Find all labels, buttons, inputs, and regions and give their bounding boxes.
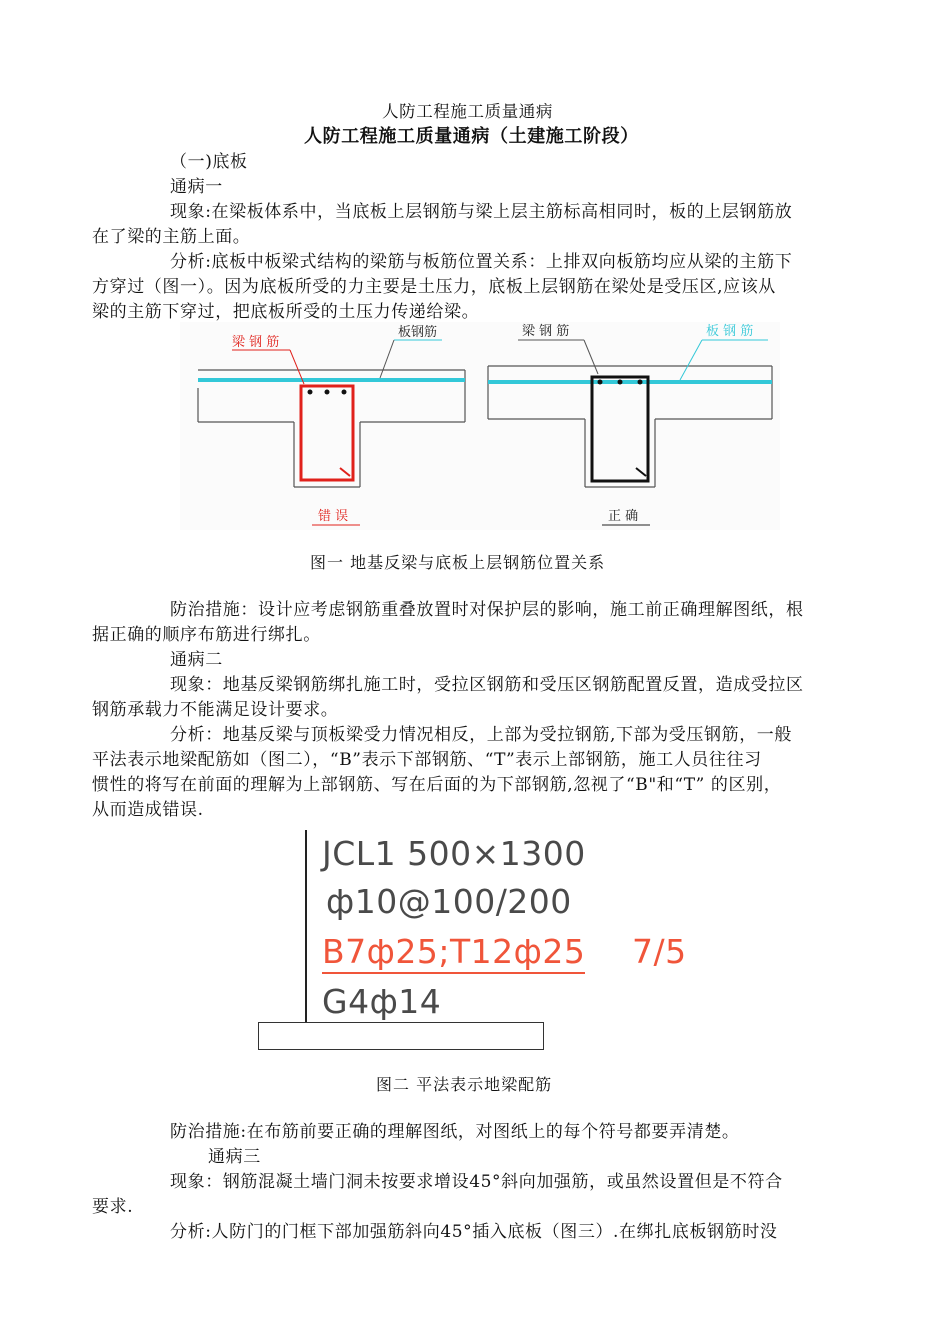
right-slab-leader	[680, 340, 702, 380]
item2-analysis-cont2: 惯性的将写在前面的理解为上部钢筋、写在后面的为下部钢筋,忽视了“B"和“T” 的区别，	[92, 775, 782, 795]
rebar-dot-6	[638, 380, 643, 385]
right-beam-leader	[584, 340, 598, 374]
figure-1-caption: 图一 地基反梁与底板上层钢筋位置关系	[310, 553, 606, 572]
stirrup-hook-wrong	[340, 468, 350, 476]
item3-phenomenon-cont: 要求.	[92, 1197, 134, 1217]
item1-analysis: 分析:底板中板梁式结构的梁筋与板筋位置关系：上排双向板筋均应从梁的主筋下	[170, 252, 793, 272]
figure-2-base-box	[258, 1022, 544, 1050]
figure-1	[180, 322, 780, 530]
figure-1-drawing	[180, 322, 780, 530]
left-beam-label: 梁 钢 筋	[232, 335, 280, 350]
fig2-line3: B7ф25;T12ф25	[322, 932, 585, 974]
item1-phenomenon-cont: 在了梁的主筋上面。	[92, 227, 251, 247]
doc-title: 人防工程施工质量通病	[382, 102, 553, 121]
right-caption: 正 确	[608, 509, 639, 524]
beam-stirrup-wrong	[301, 386, 353, 480]
rebar-dot-5	[618, 380, 623, 385]
right-beam-label: 梁 钢 筋	[522, 324, 570, 339]
item1-analysis-cont: 方穿过（图一）。因为底板所受的力主要是土压力，底板上层钢筋在梁处是受压区,应该从	[92, 277, 776, 297]
item3-heading: 通病三	[208, 1147, 261, 1167]
beam-stirrup-correct	[592, 377, 648, 481]
fig2-line1: JCL1 500×1300	[322, 834, 586, 873]
rebar-dot-3	[342, 390, 347, 395]
item2-analysis-cont3: 从而造成错误.	[92, 800, 204, 820]
item2-analysis-cont: 平法表示地梁配筋如（图二），“B”表示下部钢筋、“T”表示上部钢筋，施工人员往往习	[92, 750, 762, 770]
item2-heading: 通病二	[170, 650, 223, 670]
doc-subtitle: 人防工程施工质量通病（土建施工阶段）	[304, 126, 639, 147]
item1-analysis-cont2: 梁的主筋下穿过，把底板所受的土压力传递给梁。	[92, 302, 480, 322]
figure-2-vertical-line	[305, 830, 307, 1022]
rebar-dot-2	[325, 390, 330, 395]
item2-phenomenon: 现象：地基反梁钢筋绑扎施工时，受拉区钢筋和受压区钢筋配置反置，造成受拉区	[170, 675, 804, 695]
section-heading: （一)底板	[170, 152, 248, 172]
correct-diagram	[488, 323, 772, 525]
right-slab-label: 板 钢 筋	[706, 324, 754, 339]
item1-heading: 通病一	[170, 177, 223, 197]
figure-2-caption: 图二 平法表示地梁配筋	[376, 1075, 553, 1094]
item2-analysis: 分析：地基反梁与顶板梁受力情况相反，上部为受拉钢筋,下部为受压钢筋，一般	[170, 725, 793, 745]
item1-phenomenon: 现象:在梁板体系中，当底板上层钢筋与梁上层主筋标高相同时，板的上层钢筋放	[170, 202, 793, 222]
wrong-diagram	[198, 324, 465, 525]
stirrup-hook-correct	[636, 468, 646, 476]
fig2-line3-ratio: 7/5	[632, 932, 687, 971]
item3-analysis: 分析:人防门的门框下部加强筋斜向45°插入底板（图三）.在绑扎底板钢筋时没	[170, 1222, 778, 1242]
measures2: 防治措施:在布筋前要正确的理解图纸，对图纸上的每个符号都要弄清楚。	[170, 1122, 740, 1142]
measures1: 防治措施：设计应考虑钢筋重叠放置时对保护层的影响，施工前正确理解图纸，根	[170, 600, 804, 620]
measures1-cont: 据正确的顺序布筋进行绑扎。	[92, 625, 321, 645]
item2-phenomenon-cont: 钢筋承载力不能满足设计要求。	[92, 700, 339, 720]
left-caption: 错 误	[318, 509, 349, 524]
rebar-dot-4	[598, 380, 603, 385]
item3-phenomenon: 现象：钢筋混凝土墙门洞未按要求增设45°斜向加强筋，或虽然设置但是不符合	[170, 1172, 783, 1192]
fig2-line2: ф10@100/200	[326, 882, 572, 921]
left-slab-label: 板钢筋	[398, 325, 438, 340]
left-slab-leader	[380, 340, 394, 378]
figure-2	[250, 830, 700, 1060]
rebar-dot-1	[308, 390, 313, 395]
fig2-line4: G4ф14	[322, 982, 442, 1021]
